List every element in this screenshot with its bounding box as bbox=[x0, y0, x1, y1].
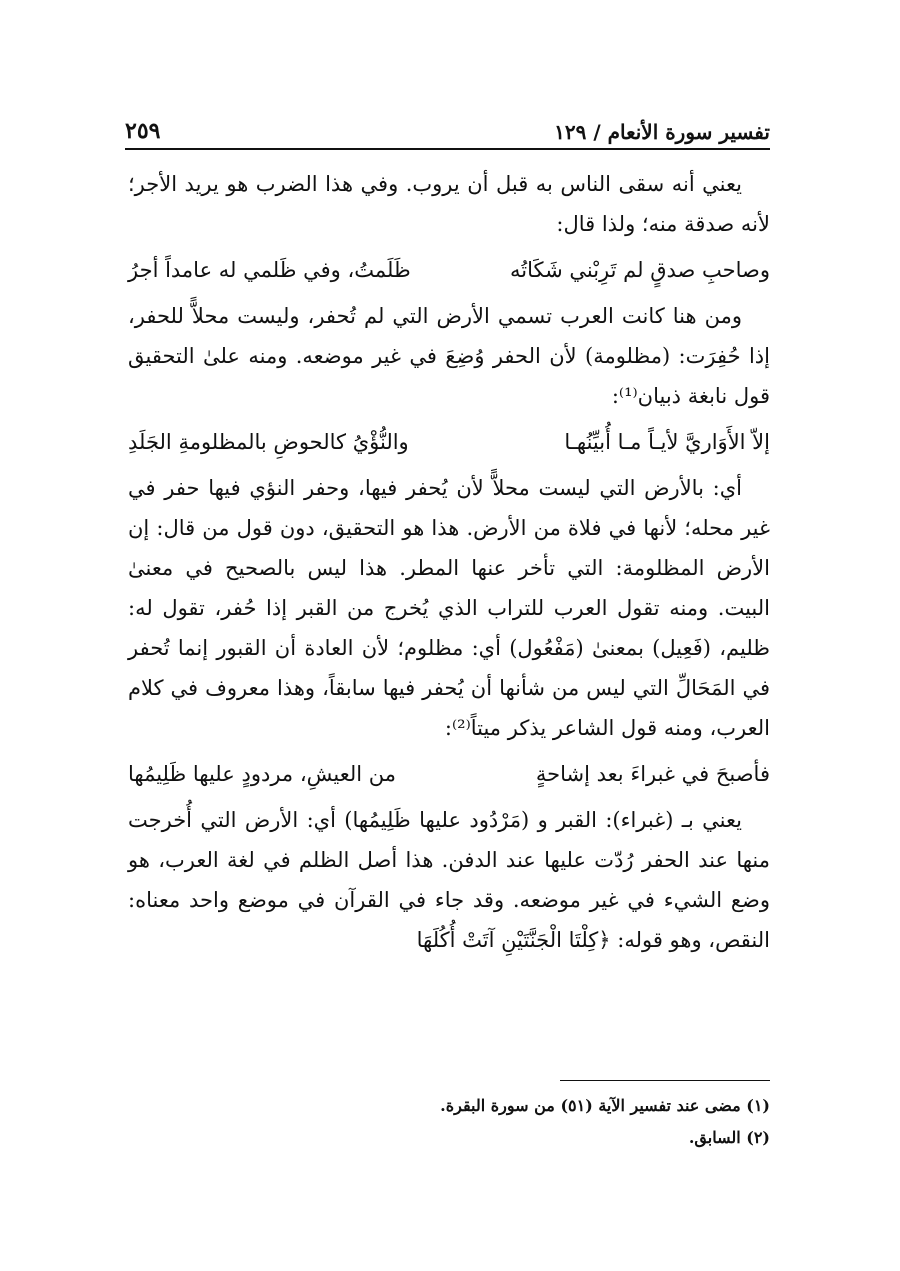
page-number: ٢٥٩ bbox=[125, 118, 161, 144]
main-text bbox=[128, 164, 770, 960]
paragraph-2: ومن هنا كانت العرب تسمي الأرض التي لم تُحفر، وليست محلاًّ للحفر، إذا حُفِرَت: (مظلومة) لأن الحفر وُضِعَ في غير موضعه. ومنه علىٰ التحقيق قول نابغة ذبيان⁽¹⁾: bbox=[128, 304, 770, 408]
footnote-separator bbox=[560, 1080, 770, 1081]
running-header bbox=[125, 104, 770, 150]
paragraph-3: أي: بالأرض التي ليست محلاًّ لأن يُحفر فيها، وحفر النؤي فيها حفر في غير محله؛ لأنها في فلاة من الأرض. هذا هو التحقيق، دون قول من قال: إن الأرض المظلومة: التي تأخر عنها المطر. هذا ليس بالصحيح في معنىٰ البيت. ومنه تقول العرب للتراب الذي يُخرج من القبر إذا حُفر، تقول له: ظليم، (فَعِيل) بمعنىٰ (مَفْعُول) أي: مظلوم؛ لأن العادة أن القبور إنما تُحفر في المَحَالِّ التي ليس من شأنها أن يُحفر فيها سابقاً، وهذا معروف في كلام العرب، ومنه قول الشاعر يذكر ميتاً⁽²⁾: bbox=[128, 476, 770, 740]
verse-2-first-hemistich: إلاّ الأَوَاريَّ لأيـاً مـا أُبيِّنُهـا bbox=[564, 430, 770, 454]
verse-3-first-hemistich: فأصبحَ في غبراءَ بعد إشاحةٍ bbox=[535, 762, 770, 786]
verse-2-second-hemistich: والنُّؤْيُ كالحوضِ بالمظلومةِ الجَلَدِ bbox=[128, 430, 409, 454]
paragraph-1: يعني أنه سقى الناس به قبل أن يروب. وفي هذا الضرب هو يريد الأجر؛ لأنه صدقة منه؛ ولذا قال: bbox=[128, 172, 770, 236]
paragraph-4: يعني بـ (غبراء): القبر و (مَرْدُود عليها ظَلِيمُها) أي: الأرض التي أُخرجت منها عند الحفر رُدّت عليها عند الدفن. هذا أصل الظلم في لغة العرب، هو وضع الشيء في غير موضعه. وقد جاء في القرآن في موضع واحد معناه: النقص، وهو قوله: ﴿كِلْتَا الْجَنَّتَيْنِ آتَتْ أُكُلَهَا bbox=[128, 808, 770, 952]
footnote-1: (١) مضى عند تفسير الآية (٥١) من سورة البقرة. bbox=[440, 1096, 770, 1115]
verse-1-second-hemistich: ظَلَمتُ، وفي ظَلمي له عامداً أجرُ bbox=[128, 258, 411, 282]
verse-1-first-hemistich: وصاحبِ صدقٍ لم تَرِبْني شَكَاتُه bbox=[509, 258, 770, 282]
poem-verse-2 bbox=[128, 422, 770, 462]
footnotes bbox=[128, 1090, 770, 1154]
poem-verse-1 bbox=[128, 250, 770, 290]
verse-3-second-hemistich: من العيشِ، مردودٍ عليها ظَلِيمُها bbox=[128, 762, 396, 786]
running-title: تفسير سورة الأنعام / ١٢٩ bbox=[554, 120, 770, 144]
poem-verse-3 bbox=[128, 754, 770, 794]
footnote-2: (٢) السابق. bbox=[688, 1128, 770, 1147]
